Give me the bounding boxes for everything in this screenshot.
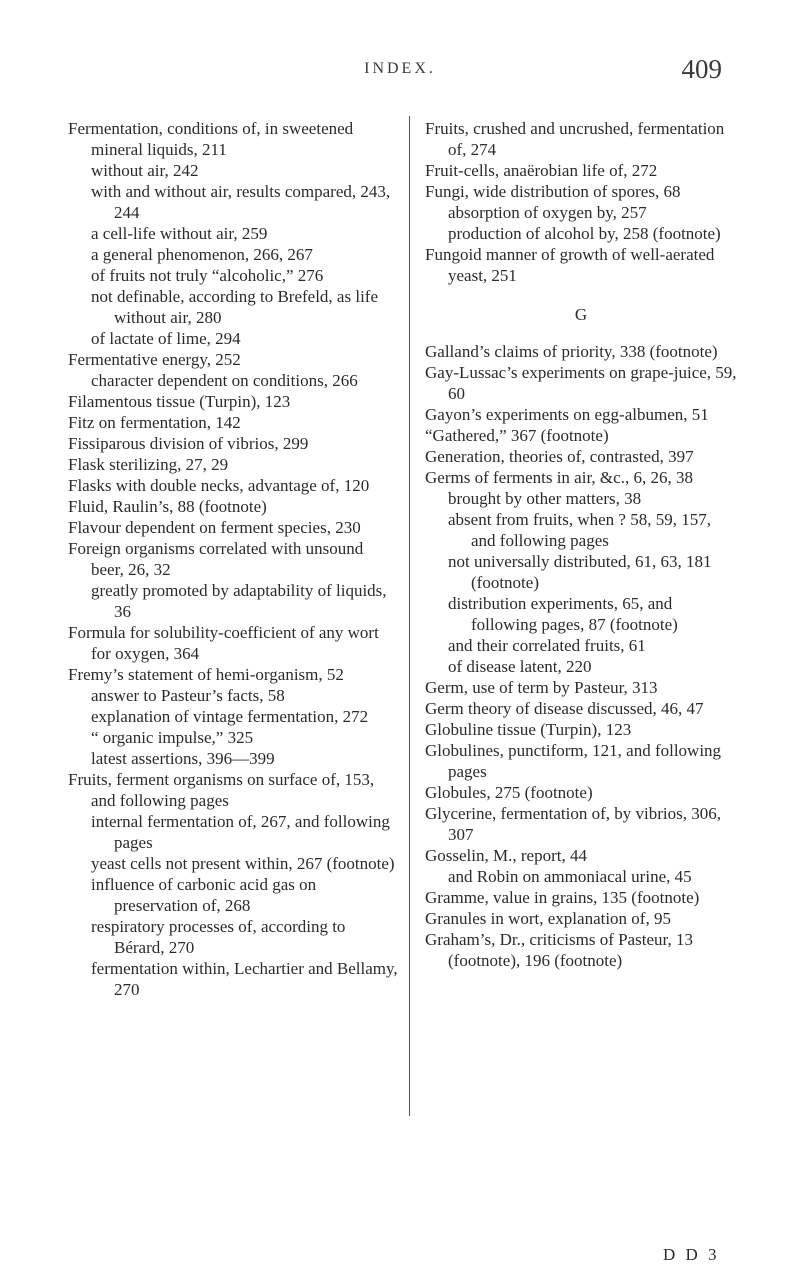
index-entry: Flasks with double necks, advantage of, 120 xyxy=(68,476,370,495)
index-entry: Graham’s, Dr., criticisms of Pasteur, 13 (footnote), 196 (footnote) xyxy=(425,930,693,970)
index-entry: Globuline tissue (Turpin), 123 xyxy=(425,720,632,739)
index-entry: Germ, use of term by Pasteur, 313 xyxy=(425,678,658,697)
index-subentry: absent from fruits, when ? 58, 59, 157, and following pages xyxy=(448,510,711,550)
index-entry: Fissiparous division of vibrios, 299 xyxy=(68,434,309,453)
index-subentry: and Robin on ammoniacal urine, 45 xyxy=(448,867,692,886)
index-entry: Germs of ferments in air, &c., 6, 26, 38 xyxy=(425,468,693,487)
index-entry: Flask sterilizing, 27, 29 xyxy=(68,455,229,474)
index-entry: Gay-Lussac’s experiments on grape-juice, 59, 60 xyxy=(425,363,737,403)
index-subentry: and their correlated fruits, 61 xyxy=(448,636,646,655)
index-subentry: not definable, according to Brefeld, as life without air, 280 xyxy=(91,287,378,327)
index-subentry: fermentation within, Lechartier and Bellamy, 270 xyxy=(91,959,398,999)
index-entry: Germ theory of disease discussed, 46, 47 xyxy=(425,699,704,718)
page-title: INDEX. xyxy=(364,60,436,77)
index-entry: Fungoid manner of growth of well-aerated yeast, 251 xyxy=(425,245,715,285)
index-subentry: character dependent on conditions, 266 xyxy=(91,371,358,390)
index-column-right xyxy=(425,118,737,971)
index-entry: Fruit-cells, anaërobian life of, 272 xyxy=(425,161,658,180)
index-entry: Gramme, value in grains, 135 (footnote) xyxy=(425,888,700,907)
section-letter: G xyxy=(574,305,588,324)
index-entry: Gayon’s experiments on egg-albumen, 51 xyxy=(425,405,709,424)
index-entry: Generation, theories of, contrasted, 397 xyxy=(425,447,694,466)
index-subentry: influence of carbonic acid gas on preservation of, 268 xyxy=(91,875,317,915)
index-entry: Gosselin, M., report, 44 xyxy=(425,846,587,865)
index-entry: Granules in wort, explanation of, 95 xyxy=(425,909,671,928)
index-entry: Globules, 275 (footnote) xyxy=(425,783,593,802)
index-subentry: “ organic impulse,” 325 xyxy=(91,728,254,747)
index-entry: Glycerine, fermentation of, by vibrios, 306, 307 xyxy=(425,804,722,844)
index-subentry: respiratory processes of, according to Bérard, 270 xyxy=(91,917,346,957)
index-entry: Fungi, wide distribution of spores, 68 xyxy=(425,182,681,201)
signature-mark: D D 3 xyxy=(663,1245,720,1264)
index-entry: Fluid, Raulin’s, 88 (footnote) xyxy=(68,497,267,516)
index-subentry: yeast cells not present within, 267 (footnote) xyxy=(91,854,395,873)
index-subentry: a cell-life without air, 259 xyxy=(91,224,268,243)
index-subentry: internal fermentation of, 267, and following pages xyxy=(91,812,390,852)
index-entry: Fremy’s statement of hemi-organism, 52 xyxy=(68,665,344,684)
index-subentry: of fruits not truly “alcoholic,” 276 xyxy=(91,266,324,285)
index-subentry: explanation of vintage fermentation, 272 xyxy=(91,707,369,726)
index-subentry: brought by other matters, 38 xyxy=(448,489,642,508)
page-number: 409 xyxy=(681,54,722,84)
index-subentry: not universally distributed, 61, 63, 181 (footnote) xyxy=(448,552,712,592)
index-entry: Fitz on fermentation, 142 xyxy=(68,413,241,432)
index-entry: Filamentous tissue (Turpin), 123 xyxy=(68,392,291,411)
index-entry: Fruits, crushed and uncrushed, fermentation of, 274 xyxy=(425,119,725,159)
index-entry: Foreign organisms correlated with unsound beer, 26, 32 xyxy=(68,539,364,579)
index-subentry: distribution experiments, 65, and following pages, 87 (footnote) xyxy=(448,594,678,634)
index-subentry: absorption of oxygen by, 257 xyxy=(448,203,647,222)
index-subentry: without air, 242 xyxy=(91,161,199,180)
index-column-left xyxy=(68,118,398,1000)
index-entry: Globulines, punctiform, 121, and following pages xyxy=(425,741,722,781)
index-entry: Formula for solubility-coefficient of any wort for oxygen, 364 xyxy=(68,623,379,663)
index-entry: Galland’s claims of priority, 338 (footnote) xyxy=(425,342,718,361)
running-head xyxy=(0,50,800,90)
index-entry: Fermentation, conditions of, in sweetened mineral liquids, 211 xyxy=(68,119,354,159)
index-entry: Flavour dependent on ferment species, 230 xyxy=(68,518,361,537)
index-subentry: production of alcohol by, 258 (footnote) xyxy=(448,224,721,243)
index-subentry: greatly promoted by adaptability of liquids, 36 xyxy=(91,581,387,621)
index-subentry: with and without air, results compared, 243, 244 xyxy=(91,182,391,222)
column-divider xyxy=(409,116,410,1116)
index-subentry: answer to Pasteur’s facts, 58 xyxy=(91,686,285,705)
index-subentry: of disease latent, 220 xyxy=(448,657,592,676)
index-subentry: latest assertions, 396—399 xyxy=(91,749,275,768)
index-entry: Fruits, ferment organisms on surface of, 153, and following pages xyxy=(68,770,375,810)
index-entry: “Gathered,” 367 (footnote) xyxy=(425,426,609,445)
index-subentry: of lactate of lime, 294 xyxy=(91,329,241,348)
index-entry: Fermentative energy, 252 xyxy=(68,350,241,369)
index-subentry: a general phenomenon, 266, 267 xyxy=(91,245,313,264)
